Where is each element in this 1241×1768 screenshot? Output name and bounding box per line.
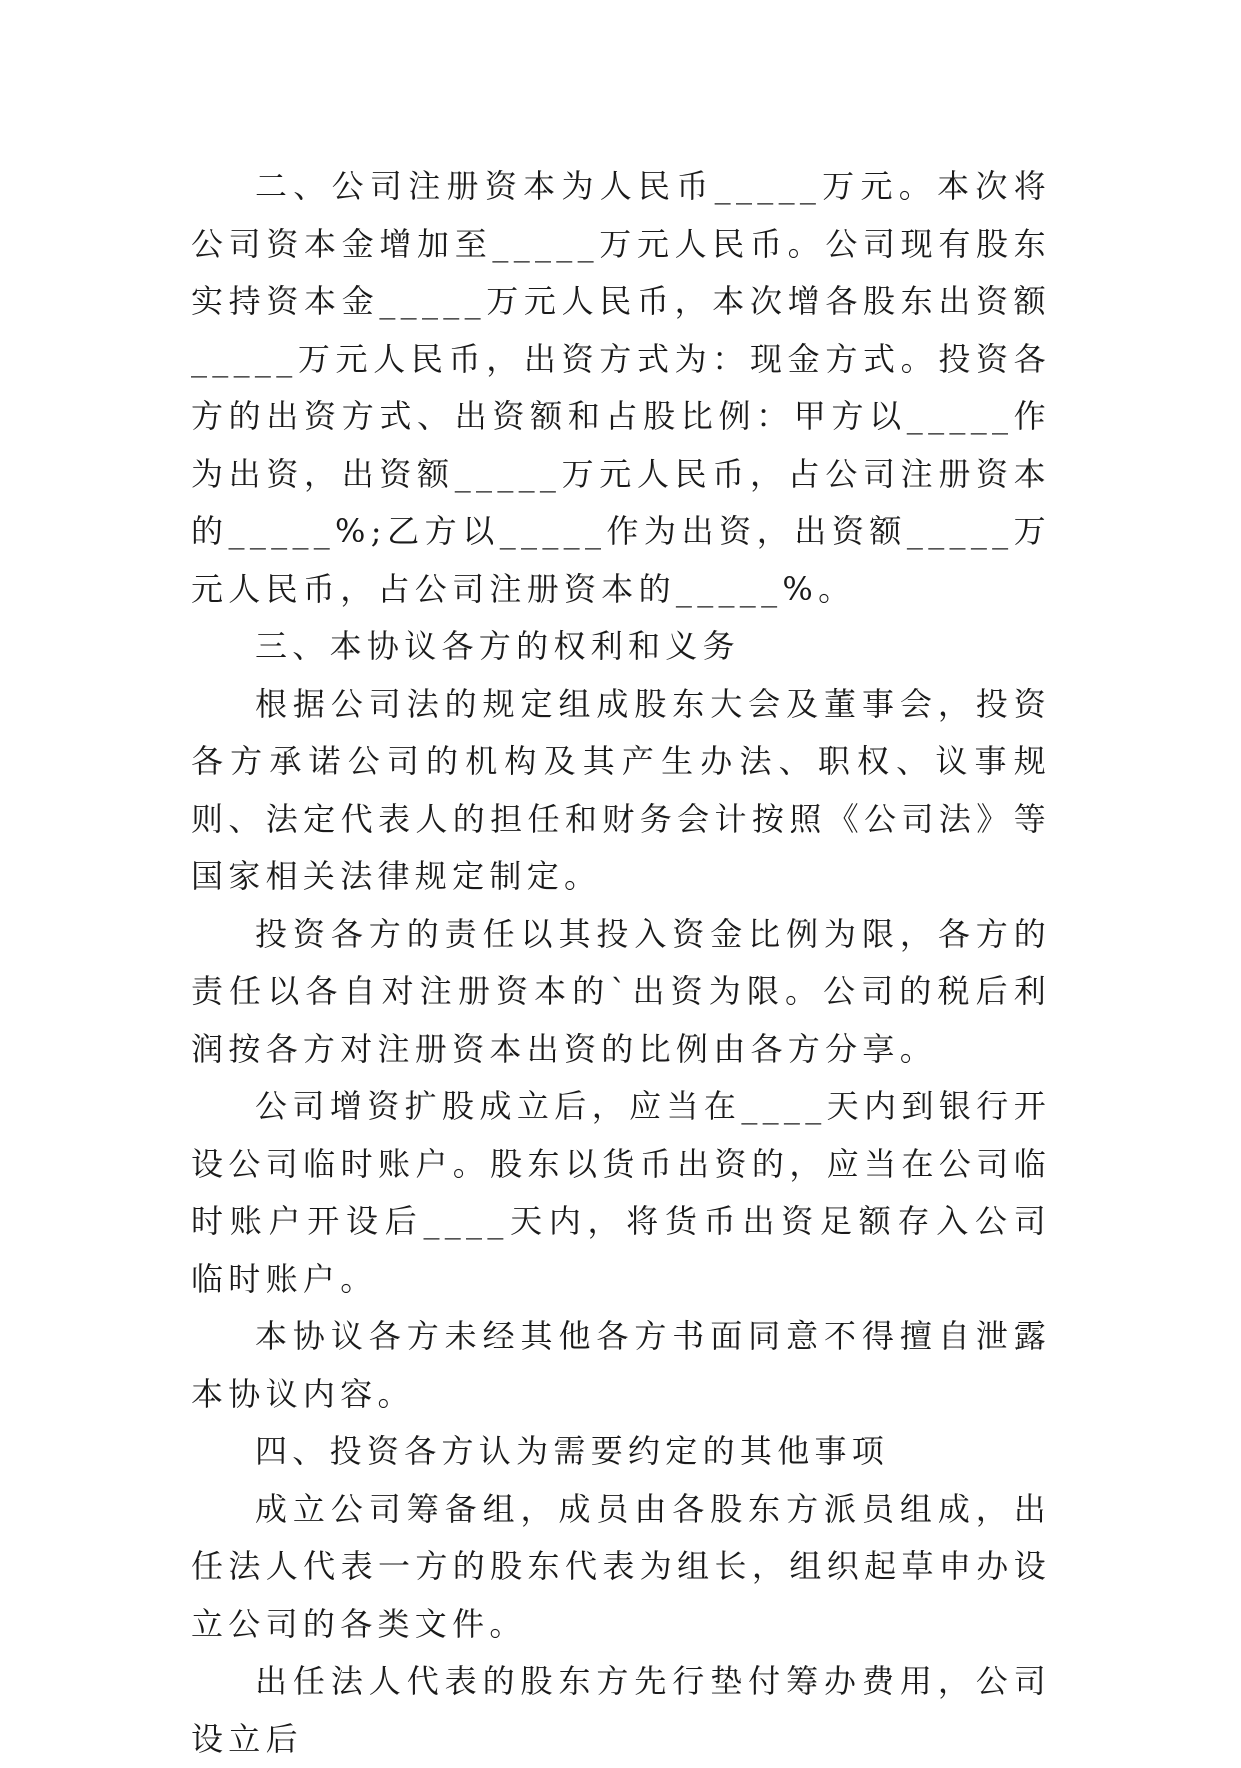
document-body <box>191 158 1051 1768</box>
paragraph-registered-capital: 二、公司注册资本为人民币_____万元。本次将公司资本金增加至_____万元人民币。公司现有股东实持资本金_____万元人民币，本次增各股东出资额_____万元人民币，出资方式为：现金方式。投资各方的出资方式、出资额和占股比例：甲方以_____作为出资，出资额_____万元人民币，占公司注册资本的_____%;乙方以_____作为出资，出资额_____万元人民币，占公司注册资本的_____%。 <box>191 167 1051 608</box>
section-heading-other-matters: 四、投资各方认为需要约定的其他事项 <box>255 1432 890 1470</box>
paragraph-board-formation: 根据公司法的规定组成股东大会及董事会，投资各方承诺公司的机构及其产生办法、职权、议事规则、法定代表人的担任和财务会计按照《公司法》等国家相关法律规定制定。 <box>191 684 1051 895</box>
paragraph-confidentiality: 本协议各方未经其他各方书面同意不得擅自泄露本协议内容。 <box>191 1317 1051 1413</box>
paragraph-bank-account: 公司增资扩股成立后，应当在____天内到银行开设公司临时账户。股东以货币出资的，应当在公司临时账户开设后____天内，将货币出资足额存入公司临时账户。 <box>191 1087 1051 1298</box>
paragraph-liability: 投资各方的责任以其投入资金比例为限，各方的责任以各自对注册资本的`出资为限。公司的税后利润按各方对注册资本出资的比例由各方分享。 <box>191 914 1051 1068</box>
paragraph-preparation-costs: 出任法人代表的股东方先行垫付筹办费用，公司设立后 <box>191 1662 1051 1758</box>
paragraph-preparatory-group: 成立公司筹备组，成员由各股东方派员组成，出任法人代表一方的股东代表为组长，组织起草申办设立公司的各类文件。 <box>191 1489 1051 1643</box>
section-heading-rights-obligations: 三、本协议各方的权利和义务 <box>255 627 740 665</box>
